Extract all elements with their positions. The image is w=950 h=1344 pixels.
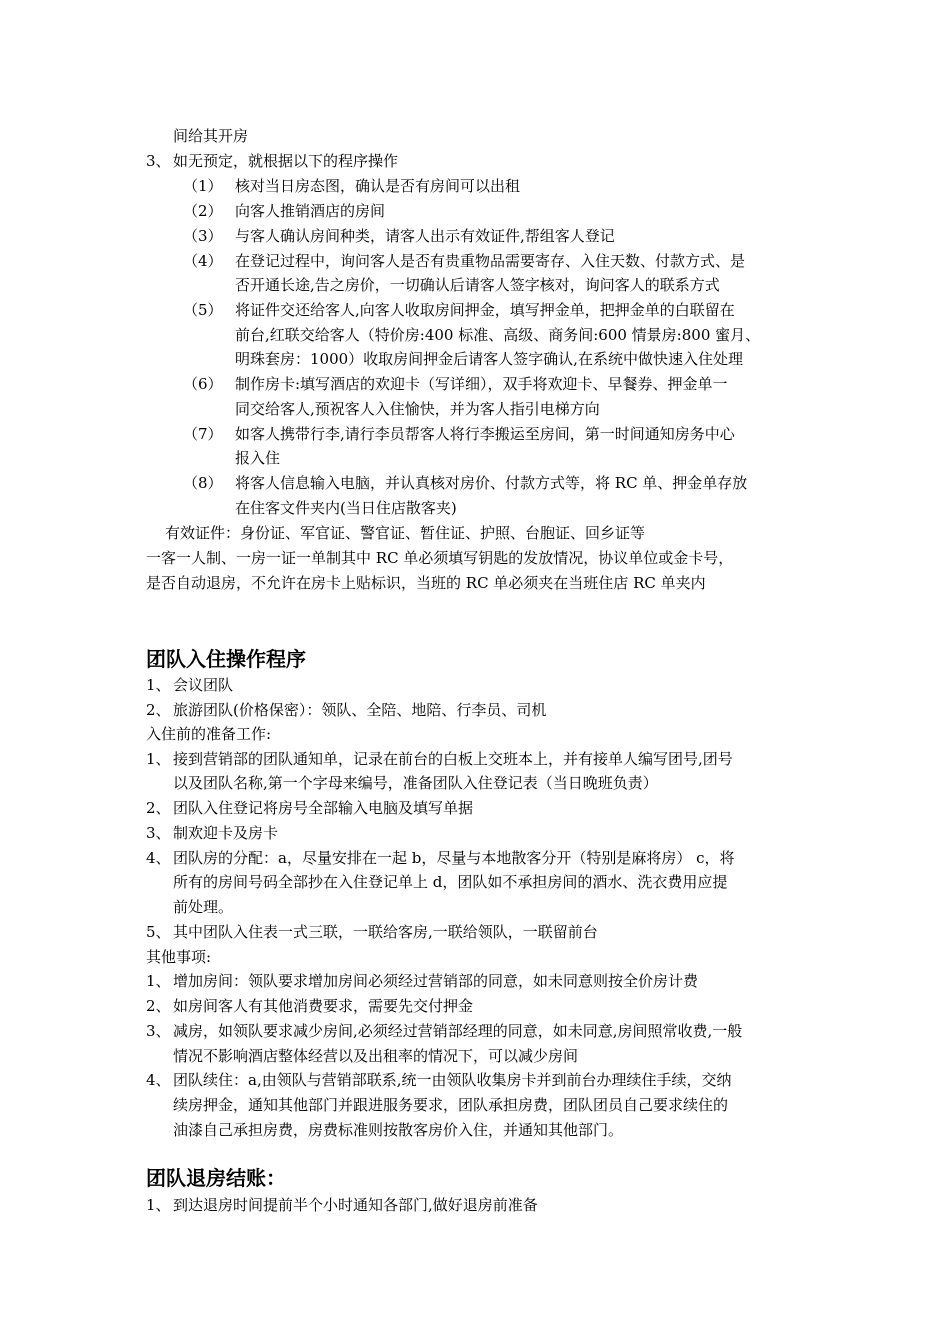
list-number: 4、 bbox=[146, 849, 171, 867]
list-number: 3、 bbox=[146, 152, 171, 170]
step-number: （6） bbox=[183, 375, 223, 393]
list-text: 如无预定，就根据以下的程序操作 bbox=[173, 152, 399, 170]
section-heading-group-checkin: 团队入住操作程序 bbox=[146, 647, 306, 671]
rule-text: 是否自动退房，不允许在房卡上贴标识，当班的 RC 单必须夹在当班住店 RC 单夹内 bbox=[146, 574, 706, 592]
section-heading-group-checkout: 团队退房结账： bbox=[146, 1166, 286, 1190]
list-text: 其中团队入住表一式三联，一联给客房,一联给领队，一联留前台 bbox=[173, 923, 598, 941]
step-text: 在住客文件夹内(当日住店散客夹) bbox=[235, 499, 457, 517]
list-number: 5、 bbox=[146, 923, 171, 941]
list-number: 1、 bbox=[146, 972, 171, 990]
list-text: 以及团队名称,第一个字母来编号，准备团队入住登记表（当日晚班负责） bbox=[173, 774, 658, 792]
list-number: 4、 bbox=[146, 1071, 171, 1089]
rule-text: 一客一人制、一房一证一单制其中 RC 单必须填写钥匙的发放情况，协议单位或金卡号， bbox=[146, 549, 734, 567]
list-number: 2、 bbox=[146, 799, 171, 817]
list-text: 团队续住：a,由领队与营销部联系,统一由领队收集房卡并到前台办理续住手续，交纳 bbox=[173, 1071, 732, 1089]
step-text: 如客人携带行李,请行李员帮客人将行李搬运至房间，第一时间通知房务中心 bbox=[235, 425, 735, 443]
list-text: 增加房间：领队要求增加房间必须经过营销部的同意，如未同意则按全价房计费 bbox=[173, 972, 699, 990]
list-text: 续房押金，通知其他部门并跟进服务要求，团队承担房费，团队团员自己要求续住的 bbox=[173, 1096, 729, 1114]
list-text: 旅游团队(价格保密）：领队、全陪、地陪、行李员、司机 bbox=[173, 701, 547, 719]
step-text: 向客人推销酒店的房间 bbox=[235, 202, 386, 220]
list-number: 2、 bbox=[146, 997, 171, 1015]
step-number: （2） bbox=[183, 202, 223, 220]
list-number: 1、 bbox=[146, 676, 171, 694]
step-number: （4） bbox=[183, 252, 223, 270]
step-text: 否开通长途,告之房价，一切确认后请客人签字核对，询问客人的联系方式 bbox=[235, 276, 720, 294]
step-number: （3） bbox=[183, 227, 223, 245]
list-text: 减房，如领队要求减少房间,必须经过营销部经理的同意，如未同意,房间照常收费,一般 bbox=[173, 1022, 743, 1040]
list-text: 前处理。 bbox=[173, 898, 234, 916]
list-text: 会议团队 bbox=[173, 676, 234, 694]
step-text: 与客人确认房间种类，请客人出示有效证件,帮组客人登记 bbox=[235, 227, 615, 245]
step-text: 同交给客人,预祝客人入住愉快，并为客人指引电梯方向 bbox=[235, 400, 600, 418]
step-number: （5） bbox=[183, 301, 223, 319]
continuation-text: 间给其开房 bbox=[173, 127, 249, 145]
step-text: 前台,红联交给客人（特价房:400 标准、高级、商务间:600 情景房:800 蜜月、 bbox=[235, 326, 761, 344]
step-text: 在登记过程中，询问客人是否有贵重物品需要寄存、入住天数、付款方式、是 bbox=[235, 252, 746, 270]
list-number: 2、 bbox=[146, 701, 171, 719]
step-text: 将客人信息输入电脑，并认真核对房价、付款方式等，将 RC 单、押金单存放 bbox=[235, 474, 748, 492]
step-number: （8） bbox=[183, 474, 223, 492]
list-text: 团队房的分配：a，尽量安排在一起 b，尽量与本地散客分开（特别是麻将房） c，将 bbox=[173, 849, 735, 867]
step-text: 明珠套房：1000）收取房间押金后请客人签字确认,在系统中做快速入住处理 bbox=[235, 350, 743, 368]
list-text: 所有的房间号码全部抄在入住登记单上 d，团队如不承担房间的酒水、洗衣费用应提 bbox=[173, 873, 728, 891]
list-text: 情况不影响酒店整体经营以及出租率的情况下，可以减少房间 bbox=[173, 1047, 579, 1065]
step-text: 核对当日房态图，确认是否有房间可以出租 bbox=[235, 177, 521, 195]
list-number: 1、 bbox=[146, 750, 171, 768]
list-number: 3、 bbox=[146, 824, 171, 842]
prep-label: 入住前的准备工作: bbox=[146, 725, 272, 743]
other-label: 其他事项: bbox=[146, 948, 212, 966]
list-text: 如房间客人有其他消费要求，需要先交付押金 bbox=[173, 997, 474, 1015]
list-text: 制欢迎卡及房卡 bbox=[173, 824, 279, 842]
list-text: 团队入住登记将房号全部输入电脑及填写单据 bbox=[173, 799, 474, 817]
list-number: 3、 bbox=[146, 1022, 171, 1040]
step-number: （1） bbox=[183, 177, 223, 195]
valid-ids-text: 有效证件：身份证、军官证、警官证、暂住证、护照、台胞证、回乡证等 bbox=[165, 524, 646, 542]
list-text: 到达退房时间提前半个小时通知各部门,做好退房前准备 bbox=[173, 1196, 538, 1214]
list-text: 油漆自己承担房费，房费标准则按散客房价入住，并通知其他部门。 bbox=[173, 1121, 624, 1139]
step-text: 将证件交还给客人,向客人收取房间押金，填写押金单，把押金单的白联留在 bbox=[235, 301, 735, 319]
list-text: 接到营销部的团队通知单，记录在前台的白板上交班本上，并有接单人编写团号,团号 bbox=[173, 750, 733, 768]
step-number: （7） bbox=[183, 425, 223, 443]
step-text: 制作房卡:填写酒店的欢迎卡（写详细），双手将欢迎卡、早餐券、押金单一 bbox=[235, 375, 728, 393]
list-number: 1、 bbox=[146, 1196, 171, 1214]
step-text: 报入住 bbox=[235, 449, 281, 467]
